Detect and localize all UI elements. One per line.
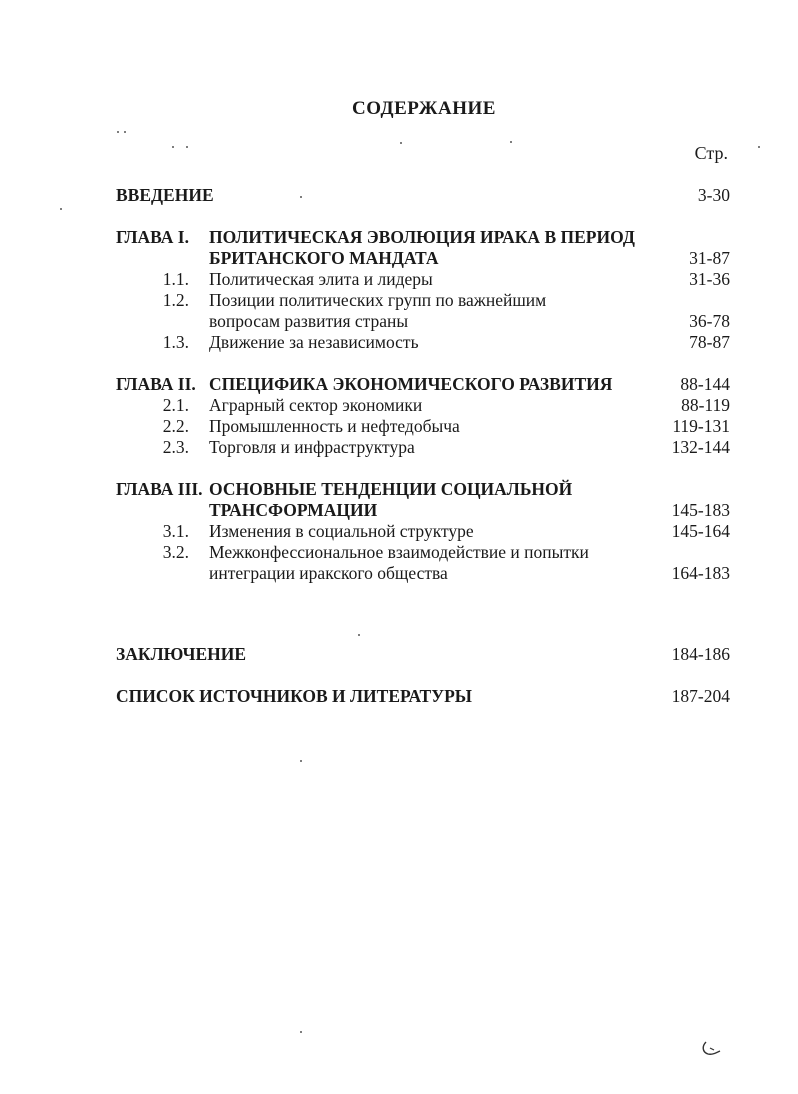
section-title: Промышленность и нефтедобыча (209, 416, 460, 436)
chapter-pages: 145-183 (671, 500, 730, 520)
section-title: Движение за независимость (209, 332, 419, 352)
section-number: 1.3. (162, 332, 189, 352)
section-pages: 132-144 (671, 437, 730, 457)
toc-entry-sources (116, 686, 730, 707)
scan-speck (358, 634, 360, 636)
section-title: Позиции политических групп по важнейшим (209, 290, 547, 310)
chapter-title: СПЕЦИФИКА ЭКОНОМИЧЕСКОГО РАЗВИТИЯ (209, 374, 613, 394)
page-column-header: Стр. (694, 143, 728, 163)
intro-pages: 3-30 (697, 185, 730, 205)
section-pages: 88-119 (681, 395, 730, 415)
section-title-continued: интеграции иракского общества (209, 563, 448, 583)
section-title: Изменения в социальной структуре (209, 521, 474, 541)
scan-speck (300, 1031, 302, 1033)
scan-speck (510, 141, 512, 143)
section-pages: 36-78 (689, 311, 730, 331)
scan-speck (124, 131, 126, 133)
section-pages: 119-131 (672, 416, 730, 436)
section-number: 1.2. (162, 290, 189, 310)
section-pages: 78-87 (689, 332, 730, 352)
scan-speck (300, 760, 302, 762)
scan-speck (117, 131, 119, 133)
sources-pages: 187-204 (671, 686, 730, 706)
section-number: 3.2. (162, 542, 189, 562)
conclusion-pages: 184-186 (671, 644, 730, 664)
section-pages: 164-183 (671, 563, 730, 583)
chapter-number: ГЛАВА I. (116, 227, 189, 247)
scan-speck (758, 146, 760, 148)
section-title: Политическая элита и лидеры (209, 269, 433, 289)
section-number: 3.1. (162, 521, 189, 541)
chapter-number: ГЛАВА III. (116, 479, 203, 499)
section-pages: 145-164 (671, 521, 730, 541)
chapter-title-continued: БРИТАНСКОГО МАНДАТА (209, 248, 439, 268)
section-title: Аграрный сектор экономики (209, 395, 423, 415)
chapter-title: ПОЛИТИЧЕСКАЯ ЭВОЛЮЦИЯ ИРАКА В ПЕРИОД (209, 227, 635, 247)
toc-entry-intro (116, 185, 730, 206)
sources-label: СПИСОК ИСТОЧНИКОВ И ЛИТЕРАТУРЫ (116, 686, 472, 706)
scan-speck (60, 208, 62, 210)
section-pages: 31-36 (689, 269, 730, 289)
section-number: 2.3. (162, 437, 189, 457)
section-title: Межконфессиональное взаимодействие и попытки (209, 542, 589, 562)
scan-speck (400, 142, 402, 144)
scan-speck (172, 146, 174, 148)
section-number: 2.1. (162, 395, 189, 415)
conclusion-label: ЗАКЛЮЧЕНИЕ (116, 644, 247, 664)
section-number: 1.1. (162, 269, 189, 289)
intro-label: ВВЕДЕНИЕ (116, 185, 214, 205)
section-title-continued: вопросам развития страны (209, 311, 409, 331)
section-number: 2.2. (162, 416, 189, 436)
scan-speck (300, 196, 302, 198)
chapter-title: ОСНОВНЫЕ ТЕНДЕНЦИИ СОЦИАЛЬНОЙ (209, 479, 573, 499)
chapter-title-continued: ТРАНСФОРМАЦИИ (209, 500, 378, 520)
chapter-pages: 31-87 (689, 248, 730, 268)
handwritten-mark-icon (700, 1040, 722, 1060)
section-title: Торговля и инфраструктура (209, 437, 415, 457)
chapter-pages: 88-144 (680, 374, 730, 394)
toc-entry-conclusion (116, 644, 730, 665)
scan-speck (186, 146, 188, 148)
page-title: СОДЕРЖАНИЕ (352, 98, 496, 119)
chapter-number: ГЛАВА II. (116, 374, 196, 394)
